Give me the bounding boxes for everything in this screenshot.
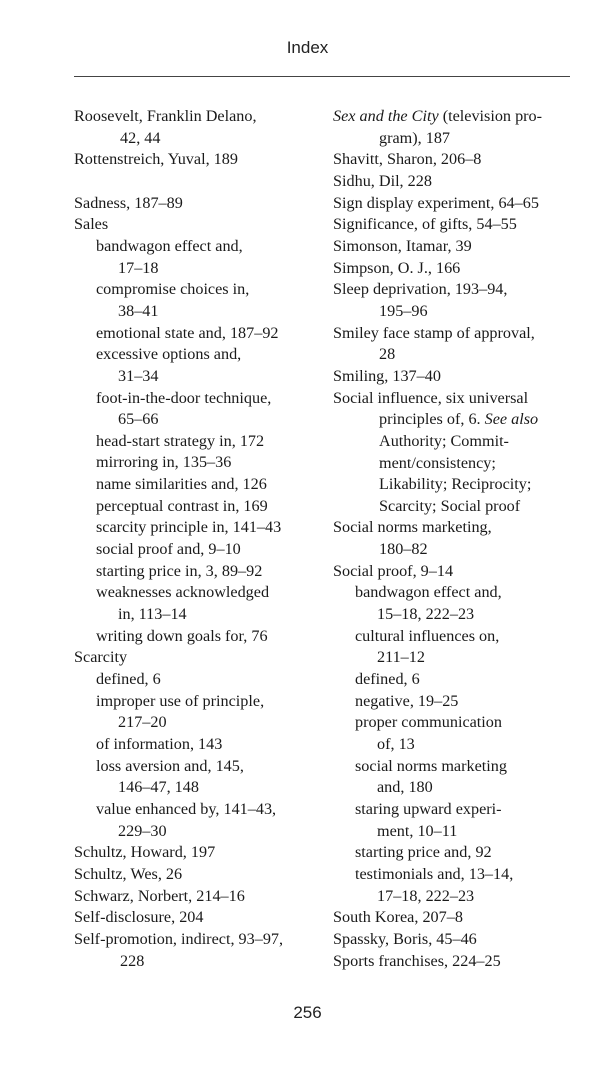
entry-continuation-line (74, 258, 332, 280)
index-subentry (333, 756, 595, 799)
index-subentry (333, 864, 595, 907)
index-entry (74, 149, 332, 171)
index-entry (74, 214, 332, 236)
entry-continuation-line (333, 453, 595, 475)
entry-line (333, 712, 595, 734)
entry-continuation-line (74, 366, 332, 388)
entry-line (74, 669, 332, 691)
entry-text: in, 113–14 (118, 605, 187, 624)
entry-text: cultural influences on, (355, 626, 500, 645)
index-subentry (333, 842, 595, 864)
index-subentry (74, 582, 332, 625)
entry-text: Self-disclosure, 204 (74, 908, 204, 927)
entry-text: (television pro- (438, 107, 543, 125)
index-subentry (74, 344, 332, 387)
entry-continuation-line (74, 712, 332, 734)
index-entry (333, 951, 595, 973)
entry-text: South Korea, 207–8 (333, 908, 463, 927)
index-subentry (333, 669, 595, 691)
entry-text: ment, 10–11 (377, 821, 458, 840)
index-entry (333, 388, 595, 518)
entry-line (74, 496, 332, 518)
entry-line (333, 626, 595, 648)
entry-text: Scarcity; Social proof (379, 496, 521, 515)
entry-text: Likability; Reciprocity; (379, 475, 532, 494)
entry-text: 228 (120, 951, 145, 970)
entry-line (333, 669, 595, 691)
entry-text: Social norms marketing, (333, 518, 492, 537)
entry-continuation-line (74, 777, 332, 799)
index-subentry (74, 539, 332, 561)
entry-text: Schwarz, Norbert, 214–16 (74, 886, 245, 905)
entry-text: 65–66 (118, 410, 159, 429)
entry-text: Sidhu, Dil, 228 (333, 171, 432, 190)
entry-text: Sadness, 187–89 (74, 193, 183, 212)
index-subentry (74, 431, 332, 453)
entry-text: improper use of principle, (96, 691, 265, 710)
entry-line (333, 323, 595, 345)
entry-text: head-start strategy in, 172 (96, 431, 265, 450)
index-entry (333, 366, 595, 388)
index-entry (74, 842, 332, 864)
index-entry (333, 171, 595, 193)
index-subentry (74, 669, 332, 691)
entry-text: starting price and, 92 (355, 843, 492, 862)
entry-continuation-line (74, 604, 332, 626)
index-entry (333, 907, 595, 929)
entry-text: proper communication (355, 713, 502, 732)
entry-continuation-line (74, 301, 332, 323)
entry-line (74, 886, 332, 908)
page-number: 256 (293, 1003, 322, 1022)
entry-line (74, 474, 332, 496)
entry-line (74, 214, 332, 236)
entry-text: emotional state and, 187–92 (96, 323, 279, 342)
entry-text: compromise choices in, (96, 280, 250, 299)
entry-line (333, 842, 595, 864)
index-subentry (74, 236, 332, 279)
entry-continuation-line (333, 734, 595, 756)
index-subentry (333, 691, 595, 713)
entry-line (333, 799, 595, 821)
entry-text: principles of, 6. (379, 410, 481, 429)
entry-text: Authority; Commit- (379, 431, 509, 450)
entry-text: 229–30 (118, 821, 167, 840)
entry-line (333, 582, 595, 604)
index-entry (74, 929, 332, 972)
entry-text: 211–12 (377, 648, 425, 667)
index-subentry (74, 626, 332, 648)
entry-text: of, 13 (377, 735, 415, 754)
entry-text: of information, 143 (96, 735, 223, 754)
entry-continuation-line (333, 128, 595, 150)
entry-line (74, 842, 332, 864)
italic-title: Sex and the City (333, 107, 439, 125)
entry-text: perceptual contrast in, 169 (96, 496, 268, 515)
entry-text: 146–47, 148 (118, 778, 199, 797)
entry-text: Schultz, Wes, 26 (74, 864, 183, 883)
entry-line (74, 279, 332, 301)
entry-text: mirroring in, 135–36 (96, 453, 232, 472)
index-entry (333, 193, 595, 215)
entry-continuation-line (333, 431, 595, 453)
entry-line (333, 951, 595, 973)
index-subentry (74, 474, 332, 496)
entry-text: staring upward experi- (355, 800, 502, 818)
entry-line (74, 756, 332, 778)
entry-text: social proof and, 9–10 (96, 540, 241, 559)
entry-line (333, 561, 595, 583)
entry-continuation-line (333, 647, 595, 669)
entry-text: Roosevelt, Franklin Delano, (74, 107, 257, 125)
index-entry (74, 886, 332, 908)
entry-text: Spassky, Boris, 45–46 (333, 929, 477, 948)
entry-line (333, 517, 595, 539)
entry-line (74, 864, 332, 886)
entry-text: ment/consistency; (379, 453, 496, 472)
entry-line (74, 539, 332, 561)
header-rule (74, 76, 570, 77)
entry-line (333, 366, 595, 388)
index-entry (74, 647, 332, 669)
entry-text: 17–18, 222–23 (377, 886, 475, 905)
entry-text: gram), 187 (379, 128, 451, 147)
index-subentry (74, 756, 332, 799)
entry-text: 28 (379, 345, 396, 364)
index-subentry (74, 452, 332, 474)
index-subentry (74, 799, 332, 842)
entry-continuation-line (333, 777, 595, 799)
entry-text: loss aversion and, 145, (96, 756, 244, 775)
index-column-right (333, 106, 595, 972)
entry-line (74, 691, 332, 713)
index-entry (74, 193, 332, 215)
index-subentry (74, 691, 332, 734)
entry-text: 38–41 (118, 301, 159, 320)
entry-line (74, 344, 332, 366)
entry-text: starting price in, 3, 89–92 (96, 561, 263, 580)
entry-text: 195–96 (379, 301, 428, 320)
index-subentry (74, 323, 332, 345)
entry-line (74, 582, 332, 604)
entry-text: bandwagon effect and, (96, 236, 243, 255)
entry-continuation-line (74, 821, 332, 843)
entry-text: testimonials and, 13–14, (355, 864, 514, 883)
index-subentry (333, 626, 595, 669)
entry-text: Smiley face stamp of approval, (333, 323, 535, 342)
entry-continuation-line (333, 344, 595, 366)
index-entry (333, 236, 595, 258)
entry-line (333, 756, 595, 778)
index-entry (74, 907, 332, 929)
entry-line (333, 171, 595, 193)
entry-line (74, 452, 332, 474)
entry-text: 17–18 (118, 258, 159, 277)
entry-text: excessive options and, (96, 345, 242, 364)
entry-continuation-line (333, 821, 595, 843)
entry-text: Sign display experiment, 64–65 (333, 193, 539, 212)
entry-line (333, 149, 595, 171)
index-entry (74, 106, 332, 149)
entry-line (333, 193, 595, 215)
entry-line (333, 258, 595, 280)
entry-text: Rottenstreich, Yuval, 189 (74, 150, 238, 169)
entry-line (74, 626, 332, 648)
index-entry (333, 561, 595, 583)
entry-line (333, 864, 595, 886)
index-subentry (333, 582, 595, 625)
entry-line (74, 388, 332, 410)
index-subentry (74, 496, 332, 518)
entry-continuation-line (333, 474, 595, 496)
index-subentry (74, 517, 332, 539)
entry-text: defined, 6 (355, 670, 420, 689)
entry-text: bandwagon effect and, (355, 583, 502, 602)
entry-text: foot-in-the-door technique, (96, 388, 272, 407)
entry-line (74, 106, 332, 128)
index-subentry (333, 712, 595, 755)
index-subentry (74, 388, 332, 431)
entry-line (74, 431, 332, 453)
entry-continuation-line (74, 409, 332, 431)
entry-text: Sports franchises, 224–25 (333, 951, 501, 970)
index-entry (333, 106, 595, 149)
entry-line (74, 647, 332, 669)
entry-text: negative, 19–25 (355, 691, 459, 710)
entry-line (333, 388, 595, 410)
index-entry (333, 323, 595, 366)
entry-text: 180–82 (379, 540, 428, 559)
entry-continuation-line (333, 301, 595, 323)
entry-continuation-line (333, 886, 595, 908)
entry-line (333, 907, 595, 929)
entry-line (74, 149, 332, 171)
entry-text: Social proof, 9–14 (333, 561, 454, 580)
entry-text: Sleep deprivation, 193–94, (333, 280, 508, 299)
index-entry (74, 864, 332, 886)
see-also-reference: See also (480, 410, 539, 429)
entry-line (74, 907, 332, 929)
entry-line (333, 106, 595, 128)
entry-text: social norms marketing (355, 756, 507, 775)
entry-continuation-line (333, 604, 595, 626)
entry-text: 31–34 (118, 366, 159, 385)
entry-text: 42, 44 (120, 128, 161, 147)
entry-text: value enhanced by, 141–43, (96, 799, 277, 818)
entry-text: Sales (74, 215, 109, 234)
index-entry (333, 258, 595, 280)
entry-line (74, 734, 332, 756)
entry-text: name similarities and, 126 (96, 475, 267, 494)
entry-line (333, 214, 595, 236)
entry-line (333, 929, 595, 951)
entry-line (333, 236, 595, 258)
index-entry (333, 279, 595, 322)
entry-continuation-line (74, 951, 332, 973)
index-subentry (74, 561, 332, 583)
entry-line (74, 799, 332, 821)
entry-text: Shavitt, Sharon, 206–8 (333, 150, 482, 169)
entry-line (333, 691, 595, 713)
index-entry (333, 149, 595, 171)
entry-continuation-line (333, 409, 595, 431)
index-column-left (74, 106, 332, 972)
entry-text: defined, 6 (96, 670, 161, 689)
entry-line (333, 279, 595, 301)
entry-text: scarcity principle in, 141–43 (96, 518, 282, 537)
page-header-title: Index (286, 38, 329, 57)
entry-gap (74, 171, 332, 193)
index-entry (333, 517, 595, 560)
entry-text: and, 180 (377, 778, 433, 797)
index-subentry (333, 799, 595, 842)
entry-continuation-line (333, 539, 595, 561)
entry-continuation-line (74, 128, 332, 150)
entry-text: Scarcity (74, 648, 128, 667)
entry-text: Significance, of gifts, 54–55 (333, 215, 517, 234)
entry-text: Smiling, 137–40 (333, 366, 441, 385)
index-entry (333, 929, 595, 951)
entry-text: Self-promotion, indirect, 93–97, (74, 929, 284, 948)
entry-text: writing down goals for, 76 (96, 626, 268, 645)
entry-text: Social influence, six universal (333, 388, 529, 407)
entry-text: Simonson, Itamar, 39 (333, 236, 472, 255)
entry-line (74, 236, 332, 258)
entry-line (74, 517, 332, 539)
index-subentry (74, 279, 332, 322)
entry-text: Schultz, Howard, 197 (74, 843, 216, 862)
entry-line (74, 561, 332, 583)
index-entry (333, 214, 595, 236)
entry-text: 15–18, 222–23 (377, 605, 475, 624)
index-subentry (74, 734, 332, 756)
entry-continuation-line (333, 496, 595, 518)
entry-line (74, 929, 332, 951)
entry-line (74, 193, 332, 215)
entry-text: Simpson, O. J., 166 (333, 258, 461, 277)
entry-text: weaknesses acknowledged (96, 583, 270, 602)
entry-text: 217–20 (118, 713, 167, 732)
entry-line (74, 323, 332, 345)
